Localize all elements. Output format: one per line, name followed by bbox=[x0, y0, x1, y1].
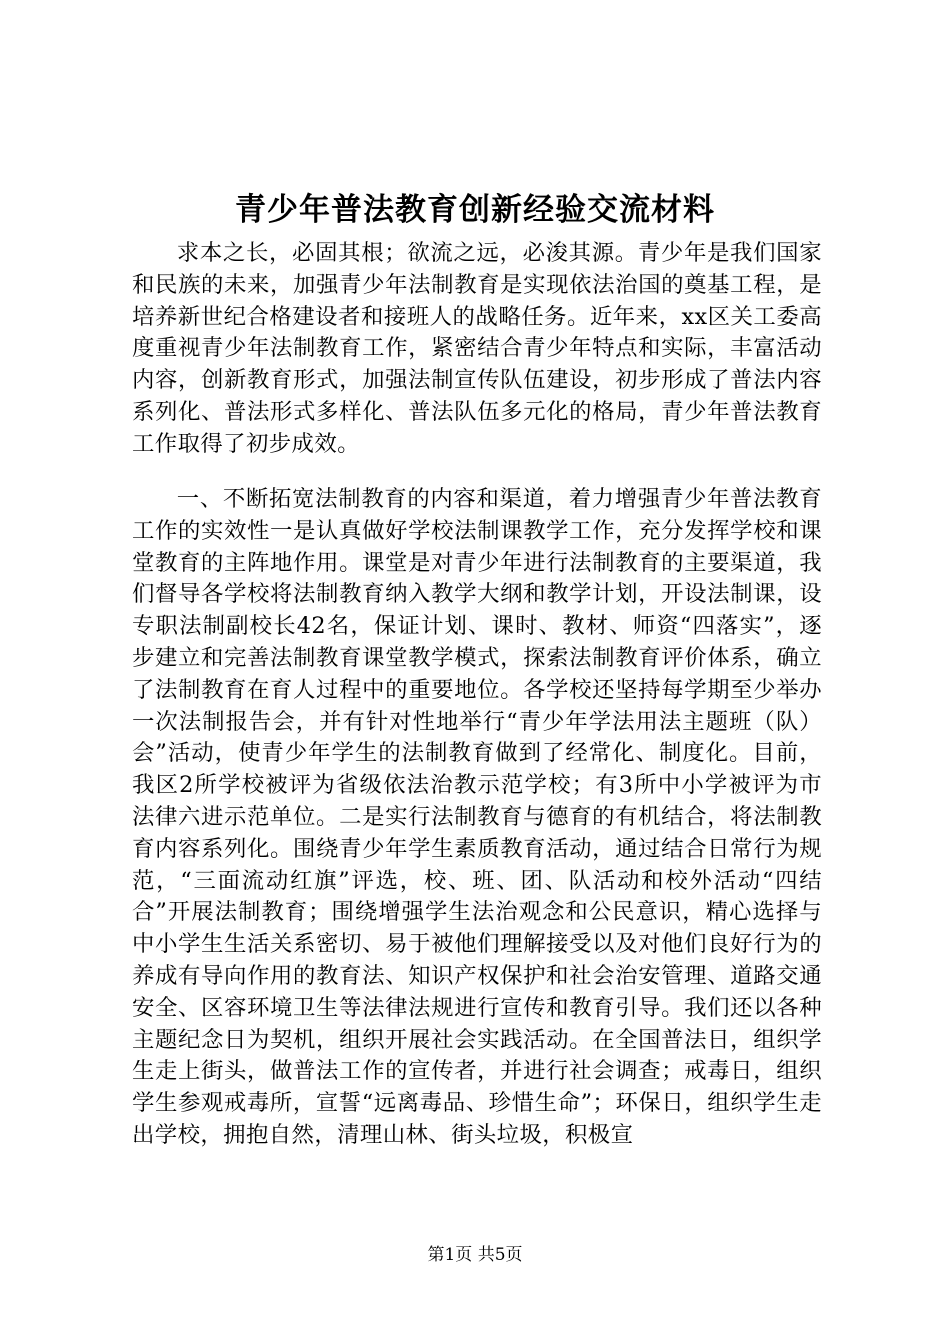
page-number-footer: 第1页 共5页 bbox=[427, 1245, 523, 1265]
paragraph-intro: 求本之长，必固其根；欲流之远，必浚其源。青少年是我们国家和民族的未来，加强青少年法制教育是实现依法治国的奠基工程，是培养新世纪合格建设者和接班人的战略任务。近年来，xx区关工委高度重视青少年法制教育工作，紧密结合青少年特点和实际，丰富活动内容，创新教育形式，加强法制宣传队伍建设，初步形成了普法内容系列化、普法形式多样化、普法队伍多元化的格局，青少年普法教育工作取得了初步成效。 bbox=[132, 240, 822, 457]
document-title: 青少年普法教育创新经验交流材料 bbox=[235, 192, 715, 228]
paragraph-section-one: 一、不断拓宽法制教育的内容和渠道，着力增强青少年普法教育工作的实效性一是认真做好学校法制课教学工作，充分发挥学校和课堂教育的主阵地作用。课堂是对青少年进行法制教育的主要渠道，我们督导各学校将法制教育纳入教学大纲和教学计划，开设法制课，设专职法制副校长42名，保证计划、课时、教材、师资“四落实”，逐步建立和完善法制教育课堂教学模式，探索法制教育评价体系，确立了法制教育在育人过程中的重要地位。各学校还坚持每学期至少举办一次法制报告会，并有针对性地举行“青少年学法用法主题班（队）会”活动，使青少年学生的法制教育做到了经常化、制度化。目前，我区2所学校被评为省级依法治教示范学校；有3所中小学被评为市法律六进示范单位。二是实行法制教育与德育的有机结合，将法制教育内容系列化。围绕青少年学生素质教育活动，通过结合日常行为规范，“三面流动红旗”评选，校、班、团、队活动和校外活动“四结合”开展法制教育；围绕增强学生法治观念和公民意识，精心选择与中小学生生活关系密切、易于被他们理解接受以及对他们良好行为的养成有导向作用的教育法、知识产权保护和社会治安管理、道路交通安全、区容环境卫生等法律法规进行宣传和教育引导。我们还以各种主题纪念日为契机，组织开展社会实践活动。在全国普法日，组织学生走上街头，做普法工作的宣传者，并进行社会调查；戒毒日，组织学生参观戒毒所，宣誓“远离毒品、珍惜生命”；环保日，组织学生走出学校，拥抱自然，清理山林、街头垃圾，积极宣 bbox=[132, 486, 822, 1148]
